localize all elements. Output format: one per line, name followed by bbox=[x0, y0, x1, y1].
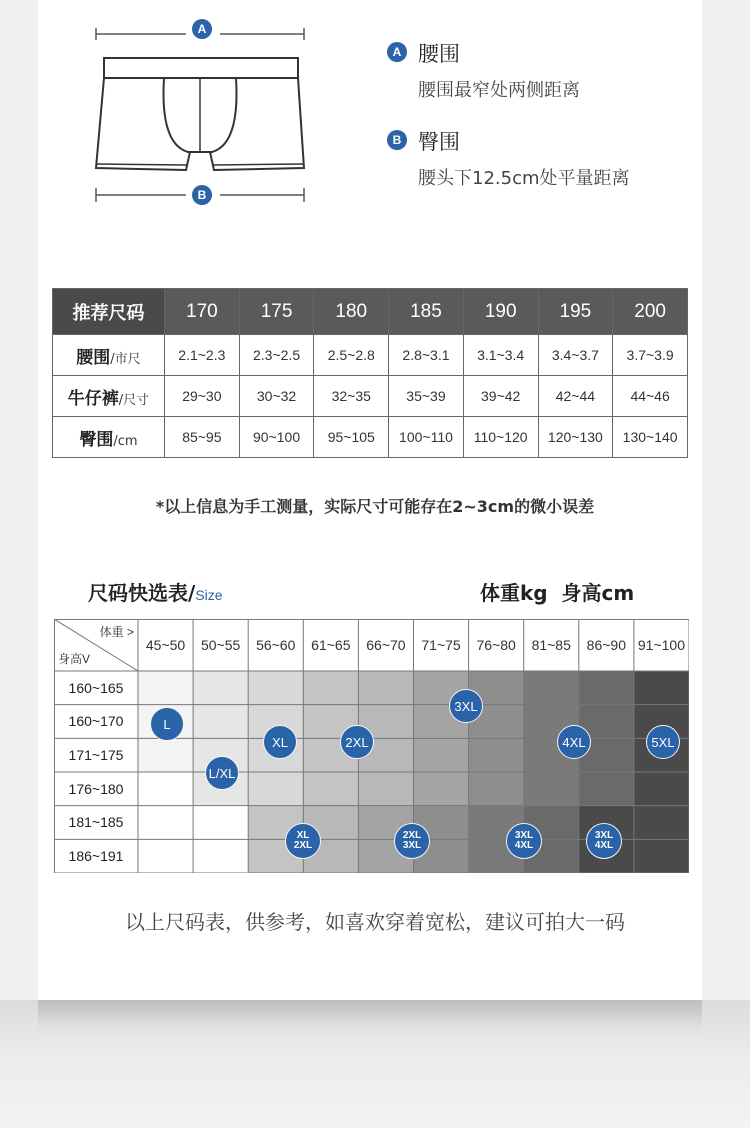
measurement-note: *以上信息为手工测量，实际尺寸可能存在2~3cm的微小误差 bbox=[155, 497, 595, 516]
chart-cell bbox=[193, 839, 248, 873]
weight-header: 86~90 bbox=[586, 637, 626, 653]
corner-height-label: 身高V bbox=[58, 652, 91, 666]
weight-header: 91~100 bbox=[637, 637, 685, 653]
legend-a-badge: A bbox=[387, 42, 407, 62]
table-row bbox=[53, 335, 688, 376]
chart-cell bbox=[303, 671, 358, 705]
weight-header: 81~85 bbox=[531, 637, 571, 653]
header-cell: 185 bbox=[389, 289, 464, 335]
size-dot-top: 3XL bbox=[594, 830, 614, 841]
size-dot-combo bbox=[394, 823, 430, 859]
size-dot-bottom: 2XL bbox=[293, 840, 313, 851]
chart-cell bbox=[634, 839, 689, 873]
chart-cell bbox=[634, 806, 689, 840]
chart-cell bbox=[138, 839, 193, 873]
table-cell: 39~42 bbox=[463, 376, 538, 417]
weight-header: 76~80 bbox=[476, 637, 516, 653]
weight-header: 56~60 bbox=[256, 637, 296, 653]
chart-cell bbox=[579, 671, 634, 705]
size-dot: XL bbox=[263, 725, 297, 759]
size-dot: L bbox=[150, 707, 184, 741]
weight-header: 50~55 bbox=[200, 637, 241, 653]
row-label bbox=[53, 335, 165, 376]
table-cell: 2.3~2.5 bbox=[239, 335, 314, 376]
height-header: 176~180 bbox=[68, 780, 124, 797]
header-cell: 170 bbox=[165, 289, 240, 335]
table-cell: 29~30 bbox=[165, 376, 240, 417]
chart-cell bbox=[634, 772, 689, 806]
table-cell: 2.5~2.8 bbox=[314, 335, 389, 376]
weight-header: 71~75 bbox=[421, 637, 461, 653]
chart-cell bbox=[193, 671, 248, 705]
size-table-header bbox=[53, 289, 688, 335]
table-cell: 35~39 bbox=[389, 376, 464, 417]
table-cell: 3.4~3.7 bbox=[538, 335, 613, 376]
header-cell: 190 bbox=[463, 289, 538, 335]
height-header: 171~175 bbox=[68, 747, 124, 764]
legend-a-title: 腰围 bbox=[418, 42, 460, 66]
table-cell: 2.8~3.1 bbox=[389, 335, 464, 376]
quick-chart-title-en: Size bbox=[195, 587, 223, 603]
chart-cell bbox=[138, 671, 193, 705]
chart-cell bbox=[193, 806, 248, 840]
size-dot: 4XL bbox=[557, 725, 591, 759]
chart-cell bbox=[138, 738, 193, 772]
table-row bbox=[53, 417, 688, 458]
legend-b-badge: B bbox=[387, 130, 407, 150]
size-dot: 3XL bbox=[449, 689, 483, 723]
chart-cell bbox=[469, 738, 524, 772]
size-dot: L/XL bbox=[205, 756, 239, 790]
chart-cell bbox=[414, 772, 469, 806]
height-header: 160~165 bbox=[68, 679, 124, 696]
table-cell: 3.1~3.4 bbox=[463, 335, 538, 376]
row-unit: /尺寸 bbox=[118, 392, 150, 408]
header-cell: 推荐尺码 bbox=[53, 289, 165, 335]
marker-b-badge: B bbox=[192, 185, 212, 205]
corner-weight-label: 体重 > bbox=[99, 625, 134, 639]
quick-size-chart bbox=[54, 619, 689, 873]
size-dot-bottom: 4XL bbox=[594, 840, 614, 851]
chart-cell bbox=[138, 806, 193, 840]
weight-header: 61~65 bbox=[311, 637, 351, 653]
chart-cell bbox=[524, 772, 579, 806]
quick-chart-title bbox=[88, 577, 223, 606]
row-label bbox=[53, 376, 165, 417]
footer-advice: 以上尺码表，供参考，如喜欢穿着宽松，建议可拍大一码 bbox=[125, 910, 625, 934]
table-cell: 44~46 bbox=[613, 376, 688, 417]
header-cell: 180 bbox=[314, 289, 389, 335]
size-dot-top: 3XL bbox=[514, 830, 534, 841]
weight-header: 45~50 bbox=[145, 637, 186, 653]
chart-cell bbox=[358, 671, 413, 705]
chart-cell bbox=[579, 772, 634, 806]
row-label bbox=[53, 417, 165, 458]
size-dot: 5XL bbox=[646, 725, 680, 759]
weight-header: 66~70 bbox=[366, 637, 406, 653]
size-table bbox=[52, 288, 688, 458]
height-header: 160~170 bbox=[68, 713, 124, 730]
table-cell: 120~130 bbox=[538, 417, 613, 458]
table-cell: 42~44 bbox=[538, 376, 613, 417]
chart-cell bbox=[414, 738, 469, 772]
table-cell: 110~120 bbox=[463, 417, 538, 458]
chart-cell bbox=[303, 772, 358, 806]
quick-chart-units: 体重kg 身高cm bbox=[480, 581, 635, 605]
table-cell: 100~110 bbox=[389, 417, 464, 458]
row-label-text: 腰围 bbox=[76, 347, 111, 368]
header-cell: 175 bbox=[239, 289, 314, 335]
chart-cell bbox=[248, 671, 303, 705]
table-cell: 130~140 bbox=[613, 417, 688, 458]
row-label-text: 牛仔裤 bbox=[67, 388, 119, 409]
table-cell: 85~95 bbox=[165, 417, 240, 458]
table-cell: 30~32 bbox=[239, 376, 314, 417]
height-header: 181~185 bbox=[68, 814, 124, 831]
table-row bbox=[53, 376, 688, 417]
size-dot-combo bbox=[586, 823, 622, 859]
marker-a-badge: A bbox=[192, 19, 212, 39]
table-cell: 95~105 bbox=[314, 417, 389, 458]
chart-cell bbox=[358, 772, 413, 806]
chart-cell bbox=[524, 671, 579, 705]
legend-b-title: 臀围 bbox=[418, 130, 460, 154]
size-dot-combo bbox=[506, 823, 542, 859]
table-cell: 3.7~3.9 bbox=[613, 335, 688, 376]
corner-diagonal bbox=[54, 619, 138, 671]
row-unit: /cm bbox=[113, 433, 138, 449]
size-dot-top: 2XL bbox=[402, 830, 422, 841]
chart-cell bbox=[138, 772, 193, 806]
underwear-diagram bbox=[90, 14, 320, 214]
size-dot: 2XL bbox=[340, 725, 374, 759]
header-cell: 200 bbox=[613, 289, 688, 335]
legend-b-desc: 腰头下12.5cm处平量距离 bbox=[418, 168, 630, 189]
chart-cell bbox=[193, 705, 248, 739]
header-cell: 195 bbox=[538, 289, 613, 335]
row-unit: /市尺 bbox=[110, 351, 141, 367]
table-cell: 90~100 bbox=[239, 417, 314, 458]
row-label-text: 臀围 bbox=[79, 429, 114, 450]
chart-cell bbox=[248, 772, 303, 806]
chart-cell bbox=[634, 671, 689, 705]
card-shadow bbox=[38, 1000, 702, 1040]
height-header: 186~191 bbox=[68, 848, 124, 865]
table-cell: 2.1~2.3 bbox=[165, 335, 240, 376]
chart-cell bbox=[469, 772, 524, 806]
size-dot-bottom: 3XL bbox=[402, 840, 422, 851]
legend-a-desc: 腰围最窄处两侧距离 bbox=[418, 80, 580, 101]
quick-chart-title-text: 尺码快选表/ bbox=[88, 581, 196, 605]
size-dot-top: XL bbox=[296, 830, 310, 841]
table-cell: 32~35 bbox=[314, 376, 389, 417]
size-dot-bottom: 4XL bbox=[514, 840, 534, 851]
size-dot-combo bbox=[285, 823, 321, 859]
